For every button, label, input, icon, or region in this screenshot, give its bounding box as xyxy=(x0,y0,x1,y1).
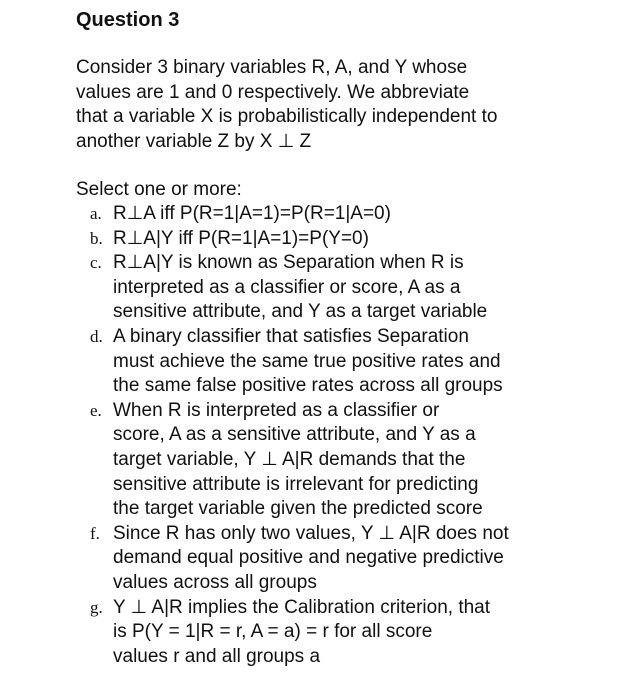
option-text[interactable] xyxy=(113,522,610,596)
option-line: sensitive attribute is irrelevant for predicting xyxy=(113,473,479,495)
option-line: demand equal positive and negative predictive xyxy=(113,547,504,569)
option-letter: b. xyxy=(90,228,103,248)
option-letter: g. xyxy=(90,597,103,617)
option-letter: a. xyxy=(90,204,102,223)
stem-line: another variable Z by X ⊥ Z xyxy=(76,130,312,152)
option-a[interactable] xyxy=(90,202,610,227)
option-text[interactable] xyxy=(113,399,610,522)
question-stem xyxy=(76,56,556,154)
option-line: R⊥A|Y is known as Separation when R is xyxy=(113,252,464,274)
option-letter: d. xyxy=(90,326,103,346)
answer-options xyxy=(90,202,610,669)
option-line: score, A as a sensitive attribute, and Y as a xyxy=(113,424,476,446)
option-line: Since R has only two values, Y ⊥ A|R does not xyxy=(113,522,509,544)
option-text[interactable] xyxy=(113,251,610,325)
option-line: R⊥A iff P(R=1|A=1)=P(R=1|A=0) xyxy=(113,203,391,224)
option-line: Y ⊥ A|R implies the Calibration criterion, that xyxy=(113,596,491,618)
option-letter: e. xyxy=(90,400,102,420)
option-e[interactable] xyxy=(90,399,610,522)
option-d[interactable] xyxy=(90,325,610,399)
option-line: interpreted as a classifier or score, A as a xyxy=(113,276,461,298)
stem-line: that a variable X is probabilistically independent to xyxy=(76,106,498,127)
select-instruction: Select one or more: xyxy=(76,179,242,200)
stem-line: values are 1 and 0 respectively. We abbreviate xyxy=(76,81,470,103)
option-line: sensitive attribute, and Y as a target variable xyxy=(113,301,488,323)
option-line: When R is interpreted as a classifier or xyxy=(113,399,440,421)
option-text[interactable] xyxy=(113,202,610,227)
option-c[interactable] xyxy=(90,251,610,325)
option-line: values across all groups xyxy=(113,571,317,593)
option-line: the same false positive rates across all groups xyxy=(113,375,503,397)
stem-line: Consider 3 binary variables R, A, and Y whose xyxy=(76,57,468,78)
option-letter: c. xyxy=(90,253,102,273)
option-b[interactable] xyxy=(90,227,610,252)
option-line: R⊥A|Y iff P(R=1|A=1)=P(Y=0) xyxy=(113,227,369,249)
question-title: Question 3 xyxy=(76,9,180,31)
option-f[interactable] xyxy=(90,522,610,596)
option-line: must achieve the same true positive rates and xyxy=(113,350,501,372)
option-line: is P(Y = 1|R = r, A = a) = r for all score xyxy=(113,621,433,643)
option-line: target variable, Y ⊥ A|R demands that the xyxy=(113,448,466,470)
option-text[interactable] xyxy=(113,227,610,252)
option-g[interactable] xyxy=(90,596,610,670)
option-text[interactable] xyxy=(113,325,610,399)
option-line: A binary classifier that satisfies Separation xyxy=(113,325,469,347)
option-letter: f. xyxy=(90,523,100,543)
option-text[interactable] xyxy=(113,596,610,670)
option-line: the target variable given the predicted score xyxy=(113,498,483,520)
option-line: values r and all groups a xyxy=(113,645,321,667)
